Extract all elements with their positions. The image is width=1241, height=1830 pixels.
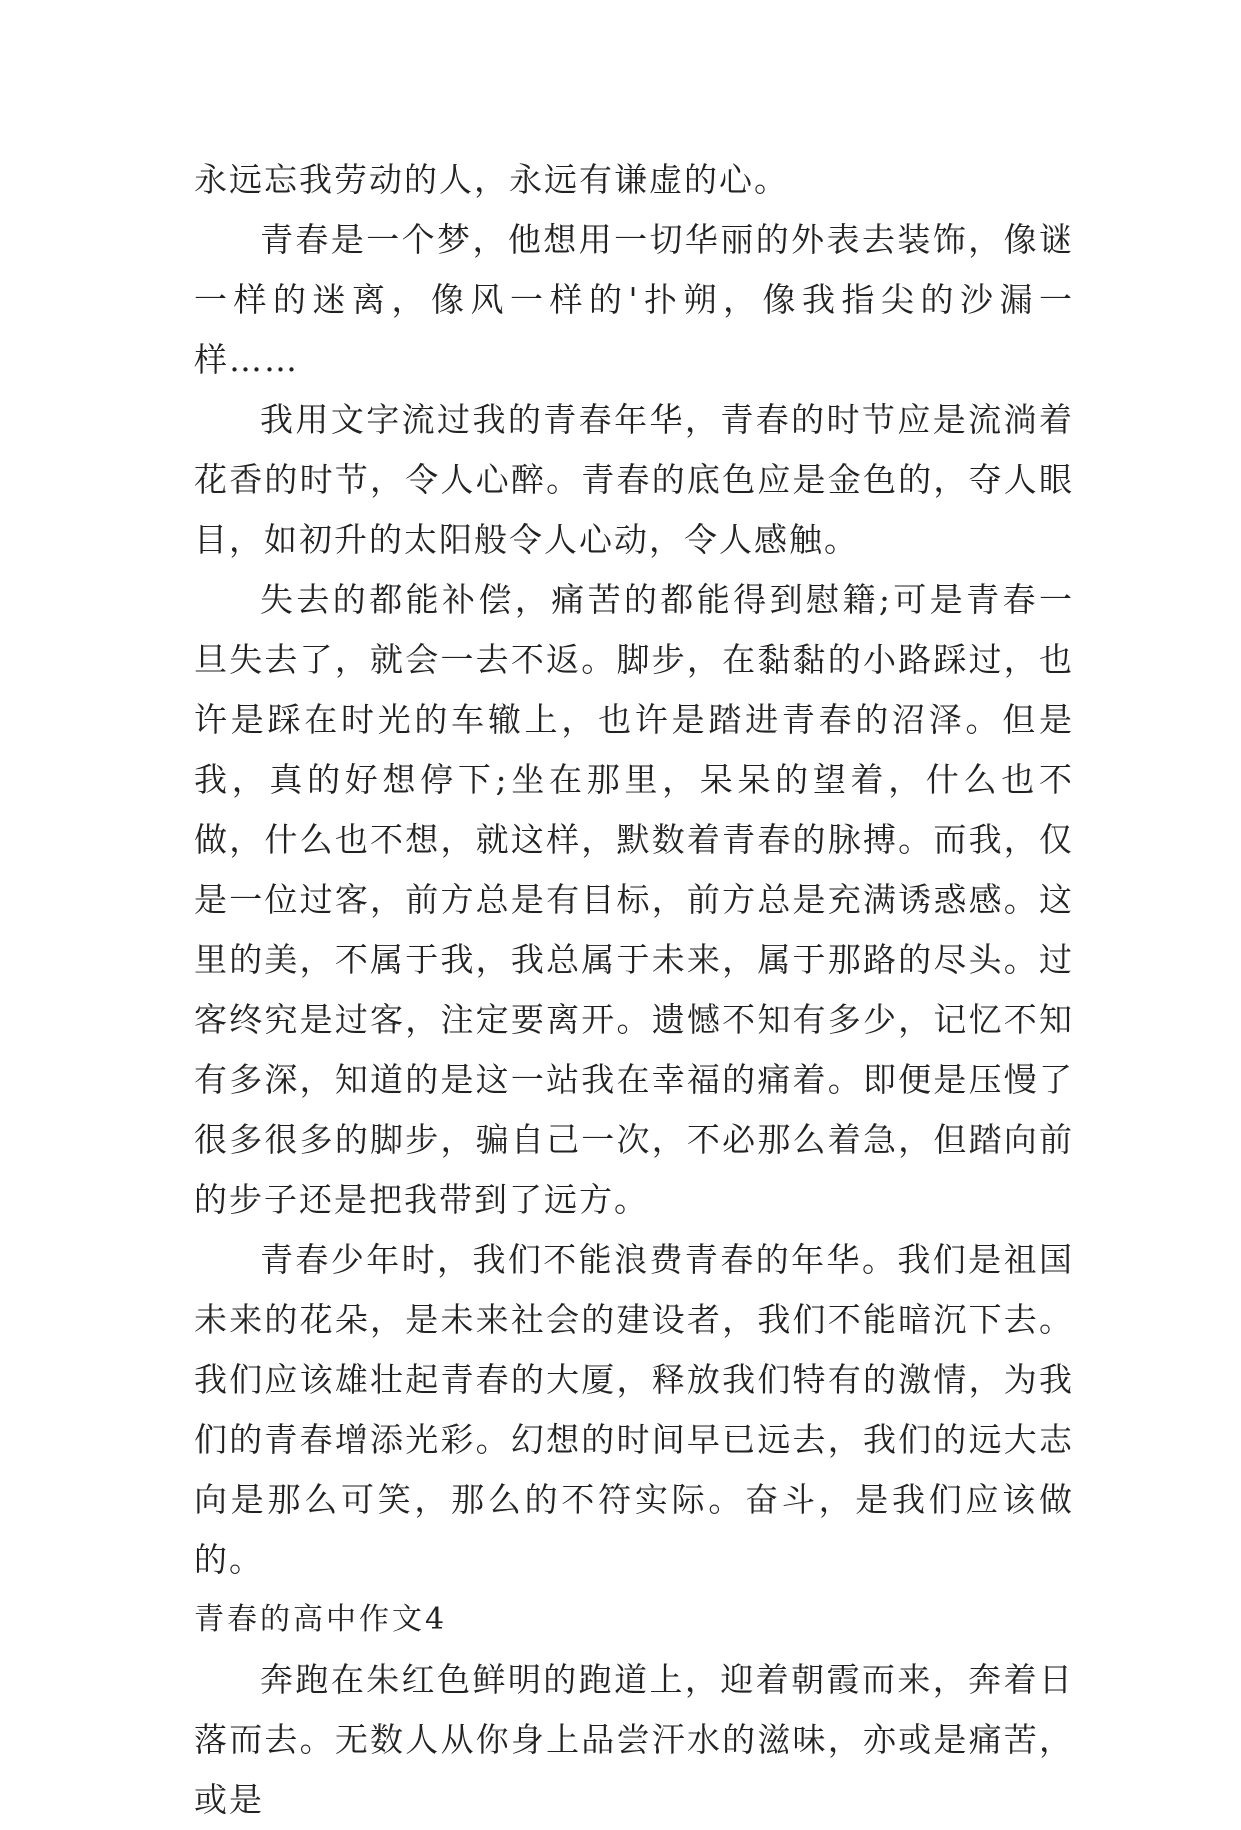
paragraph: 青春少年时，我们不能浪费青春的年华。我们是祖国未来的花朵，是未来社会的建设者，我们不能暗沉下去。我们应该雄壮起青春的大厦，释放我们特有的激情，为我们的青春增添光彩。幻想的时间早已远去，我们的远大志向是那么可笑，那么的不符实际。奋斗，是我们应该做的。	[194, 1240, 1074, 1579]
paragraph: 奔跑在朱红色鲜明的跑道上，迎着朝霞而来，奔着日落而去。无数人从你身上品尝汗水的滋味，亦或是痛苦，或是	[194, 1660, 1074, 1819]
document-page	[194, 150, 1074, 1830]
paragraph-continuation: 永远忘我劳动的人，永远有谦虚的心。	[194, 160, 789, 199]
paragraph: 青春是一个梦，他想用一切华丽的外表去装饰，像谜一样的迷离，像风一样的'扑朔，像我指尖的沙漏一样……	[194, 220, 1074, 379]
paragraph: 我用文字流过我的青春年华，青春的时节应是流淌着花香的时节，令人心醉。青春的底色应是金色的，夺人眼目，如初升的太阳般令人心动，令人感触。	[194, 400, 1074, 559]
paragraph: 失去的都能补偿，痛苦的都能得到慰籍;可是青春一旦失去了，就会一去不返。脚步，在黏黏的小路踩过，也许是踩在时光的车辙上，也许是踏进青春的沼泽。但是我，真的好想停下;坐在那里，呆呆的望着，什么也不做，什么也不想，就这样，默数着青春的脉搏。而我，仅是一位过客，前方总是有目标，前方总是充满诱惑感。这里的美，不属于我，我总属于未来，属于那路的尽头。过客终究是过客，注定要离开。遗憾不知有多少，记忆不知有多深，知道的是这一站我在幸福的痛着。即便是压慢了很多很多的脚步，骗自己一次，不必那么着急，但踏向前的步子还是把我带到了远方。	[194, 580, 1074, 1219]
section-heading: 青春的高中作文4	[194, 1602, 448, 1637]
